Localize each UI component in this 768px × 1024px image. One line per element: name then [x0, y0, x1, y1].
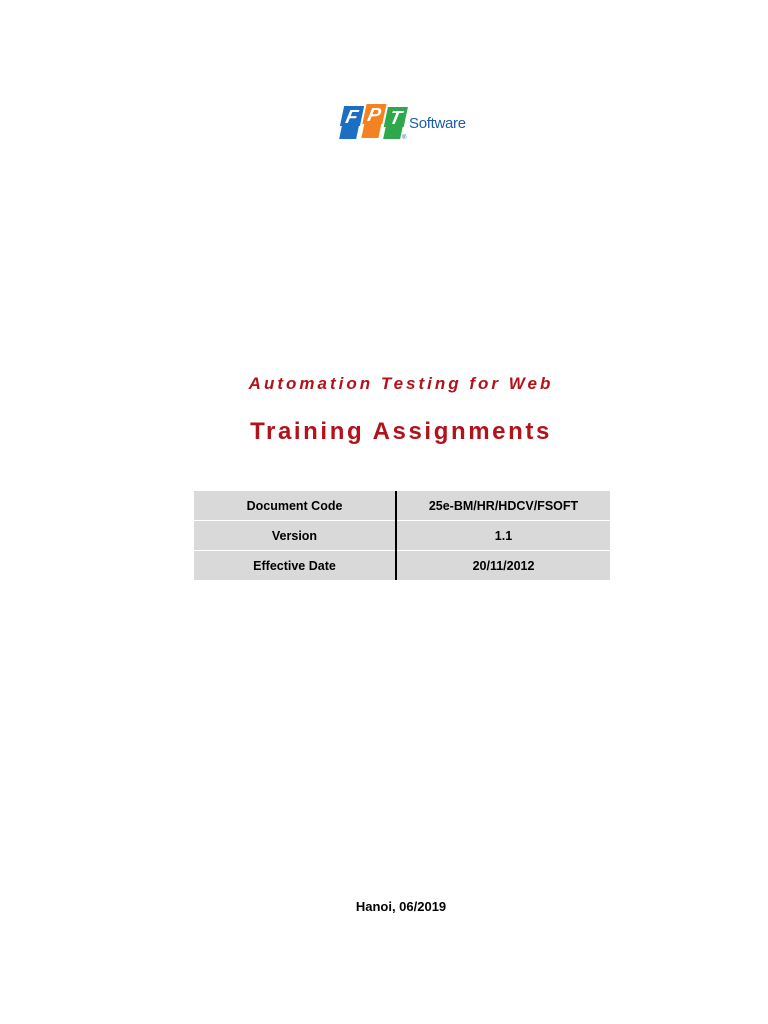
logo-tile-p-lower — [361, 124, 381, 138]
version-label: Version — [194, 521, 396, 551]
logo-registered-mark: ® — [402, 135, 407, 141]
document-subtitle: Automation Testing for Web — [248, 374, 554, 393]
logo-tagline: Software — [409, 115, 466, 132]
place-date: Hanoi, 06/2019 — [355, 899, 447, 914]
effective-date-label: Effective Date — [194, 551, 396, 581]
document-code-label: Document Code — [194, 491, 396, 521]
document-code-value: 25e-BM/HR/HDCV/FSOFT — [396, 491, 610, 521]
table-row — [194, 491, 610, 521]
logo-letter-t: T — [387, 108, 404, 129]
document-info-table — [194, 491, 610, 580]
effective-date-value: 20/11/2012 — [396, 551, 610, 581]
fpt-software-logo — [338, 102, 470, 142]
version-value: 1.1 — [396, 521, 610, 551]
logo-letter-f: F — [343, 107, 360, 128]
table-row — [194, 521, 610, 551]
fpt-logo-mark — [338, 102, 470, 142]
document-title: Training Assignments — [250, 418, 552, 445]
logo-letter-p: P — [365, 105, 383, 126]
table-row — [194, 551, 610, 581]
